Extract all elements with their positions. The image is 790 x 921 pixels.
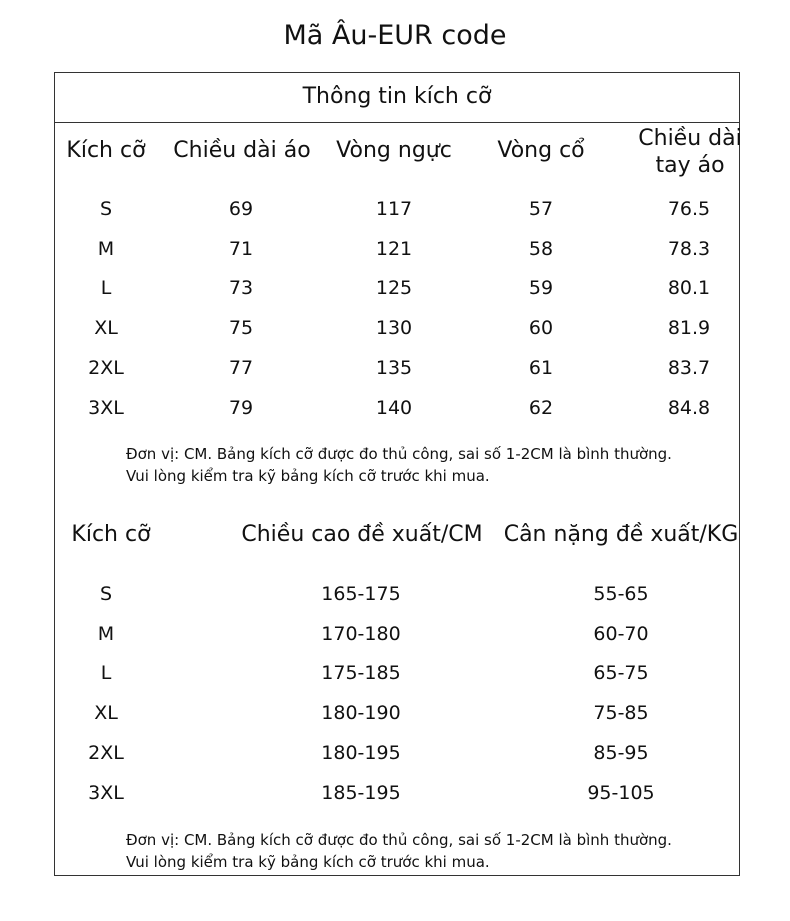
t2-header-size: Kích cỡ xyxy=(71,522,151,547)
t1-cell-r4-c1: XL xyxy=(94,317,118,340)
t1-cell-r1-c1: S xyxy=(99,198,113,220)
t2-note-line2: Vui lòng kiểm tra kỹ bảng kích cỡ trước khi mua. xyxy=(126,853,490,871)
t1-cell-r6-c4: 62 xyxy=(528,396,554,419)
t1-cell-r4-c5: 81.9 xyxy=(667,317,711,340)
size-info-header xyxy=(55,73,739,123)
t2-cell-r3-c3: 65-75 xyxy=(593,662,649,685)
t1-header-sleeve-line2: tay áo xyxy=(655,153,725,178)
t1-cell-r1-c3: 117 xyxy=(375,198,413,220)
t1-cell-r5-c5: 83.7 xyxy=(667,356,711,379)
t1-cell-r1-c4: 57 xyxy=(528,198,554,220)
t1-cell-r3-c4: 59 xyxy=(528,277,554,300)
t1-cell-r4-c2: 75 xyxy=(228,317,254,340)
t2-cell-r2-c3: 60-70 xyxy=(593,622,649,645)
t1-cell-r1-c2: 69 xyxy=(228,198,254,220)
t1-cell-r3-c3: 125 xyxy=(375,277,413,300)
t2-note-line1: Đơn vị: CM. Bảng kích cỡ được đo thủ công, sai số 1-2CM là bình thường. xyxy=(126,831,672,849)
t2-cell-r4-c2: 180-190 xyxy=(321,702,401,725)
t2-cell-r5-c1: 2XL xyxy=(88,741,124,764)
t2-cell-r3-c2: 175-185 xyxy=(321,662,401,685)
t1-cell-r1-c5: 76.5 xyxy=(667,198,711,220)
t1-cell-r2-c2: 71 xyxy=(228,237,254,260)
t1-cell-r2-c5: 78.3 xyxy=(667,237,711,260)
t2-cell-r5-c2: 180-195 xyxy=(321,741,401,764)
t1-cell-r5-c3: 135 xyxy=(375,356,413,379)
t2-header-weight: Cân nặng đề xuất/KG xyxy=(503,522,739,547)
t1-cell-r3-c1: L xyxy=(100,277,112,300)
t1-cell-r6-c1: 3XL xyxy=(88,396,124,419)
t2-cell-r4-c1: XL xyxy=(94,702,118,725)
t1-note-line2: Vui lòng kiểm tra kỹ bảng kích cỡ trước khi mua. xyxy=(126,467,490,485)
t1-cell-r4-c3: 130 xyxy=(375,317,413,340)
t2-cell-r2-c1: M xyxy=(97,622,115,645)
t1-cell-r6-c2: 79 xyxy=(228,396,254,419)
t2-cell-r6-c3: 95-105 xyxy=(587,781,655,804)
t2-cell-r3-c1: L xyxy=(100,662,112,685)
page-title: Mã Âu-EUR code xyxy=(283,20,507,51)
t1-cell-r5-c4: 61 xyxy=(528,356,554,379)
t1-header-sleeve-line1: Chiều dài xyxy=(638,126,742,151)
t2-header-height: Chiều cao đề xuất/CM xyxy=(241,522,483,547)
t1-cell-r6-c3: 140 xyxy=(375,396,413,419)
t2-cell-r1-c2: 165-175 xyxy=(321,583,401,605)
t1-header-chest: Vòng ngực xyxy=(336,138,452,163)
t1-cell-r2-c1: M xyxy=(97,237,115,260)
t2-cell-r4-c3: 75-85 xyxy=(593,702,649,725)
t1-cell-r3-c2: 73 xyxy=(228,277,254,300)
t1-cell-r6-c5: 84.8 xyxy=(667,396,711,419)
t1-header-neck: Vòng cổ xyxy=(497,138,585,163)
t2-cell-r2-c2: 170-180 xyxy=(321,622,401,645)
t1-cell-r4-c4: 60 xyxy=(528,317,554,340)
t1-cell-r3-c5: 80.1 xyxy=(667,277,711,300)
size-info-heading: Thông tin kích cỡ xyxy=(302,84,492,109)
t1-cell-r2-c4: 58 xyxy=(528,237,554,260)
t2-cell-r1-c3: 55-65 xyxy=(593,583,649,605)
t1-cell-r2-c3: 121 xyxy=(375,237,413,260)
t2-cell-r5-c3: 85-95 xyxy=(593,741,649,764)
t2-cell-r6-c1: 3XL xyxy=(88,781,124,804)
t2-cell-r6-c2: 185-195 xyxy=(321,781,401,804)
t1-header-length: Chiều dài áo xyxy=(173,138,311,163)
t1-cell-r5-c1: 2XL xyxy=(88,356,124,379)
t1-note-line1: Đơn vị: CM. Bảng kích cỡ được đo thủ công, sai số 1-2CM là bình thường. xyxy=(126,445,672,463)
t2-cell-r1-c1: S xyxy=(99,583,113,605)
t1-cell-r5-c2: 77 xyxy=(228,356,254,379)
t1-header-size: Kích cỡ xyxy=(66,138,146,163)
